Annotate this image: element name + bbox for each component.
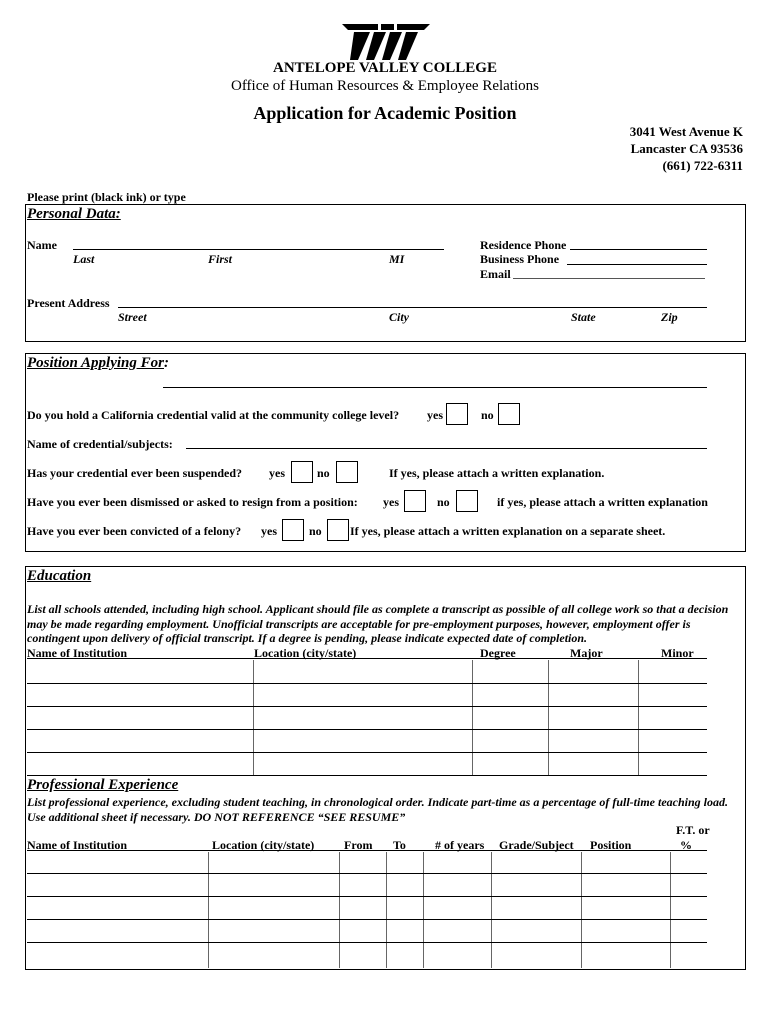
- email-label: Email: [480, 267, 511, 281]
- edu-row-line[interactable]: [27, 752, 707, 753]
- suspended-yes-label: yes: [269, 466, 285, 480]
- edu-col-divider: [253, 660, 254, 776]
- suspended-question: Has your credential ever been suspended?: [27, 466, 243, 480]
- college-address-city: Lancaster CA 93536: [630, 141, 743, 156]
- suspended-yes-checkbox[interactable]: [291, 461, 313, 483]
- present-address-label: Present Address: [27, 296, 110, 310]
- position-heading-colon: :: [163, 355, 169, 371]
- exp-col-to: To: [393, 838, 406, 852]
- credential-no-label: no: [481, 408, 494, 422]
- edu-row-line[interactable]: [27, 706, 707, 707]
- personal-data-heading: Personal Data:: [27, 206, 121, 222]
- position-section: [25, 353, 746, 552]
- edu-header-rule: [27, 658, 707, 659]
- exp-col-institution: Name of Institution: [27, 838, 128, 852]
- zip-label: Zip: [661, 310, 678, 324]
- college-logo: [340, 22, 432, 62]
- edu-row-line[interactable]: [27, 729, 707, 730]
- exp-col-from: From: [344, 838, 373, 852]
- credential-subjects-field[interactable]: [186, 448, 707, 449]
- exp-row-line[interactable]: [27, 896, 707, 897]
- exp-col-divider: [208, 852, 209, 968]
- mi-label: MI: [389, 252, 405, 266]
- name-label: Name: [27, 238, 57, 252]
- dismissed-question: Have you ever been dismissed or asked to resign from a position:: [27, 495, 358, 509]
- name-field[interactable]: [73, 249, 444, 250]
- edu-col-minor: Minor: [661, 646, 694, 660]
- exp-col-years: # of years: [435, 838, 485, 852]
- edu-col-divider: [472, 660, 473, 776]
- residence-phone-label: Residence Phone: [480, 238, 567, 252]
- first-label: First: [208, 252, 233, 266]
- felony-yes-label: yes: [261, 524, 277, 538]
- position-field[interactable]: [163, 387, 707, 388]
- credential-yes-checkbox[interactable]: [446, 403, 468, 425]
- college-phone: (661) 722-6311: [662, 158, 743, 173]
- exp-col-divider: [491, 852, 492, 968]
- business-phone-label: Business Phone: [480, 252, 560, 266]
- exp-row-line[interactable]: [27, 942, 707, 943]
- felony-note: If yes, please attach a written explanation on a separate sheet.: [350, 524, 666, 538]
- exp-col-ft-2: %: [680, 838, 692, 852]
- email-field[interactable]: [513, 278, 705, 279]
- position-heading-text: Position Applying For: [27, 355, 164, 371]
- edu-col-degree: Degree: [480, 646, 516, 660]
- education-heading: Education: [27, 568, 92, 584]
- exp-col-grade: Grade/Subject: [499, 838, 574, 852]
- present-address-field[interactable]: [118, 307, 707, 308]
- city-label: City: [389, 310, 409, 324]
- business-phone-field[interactable]: [567, 264, 707, 265]
- exp-col-position: Position: [590, 838, 632, 852]
- exp-col-divider: [670, 852, 671, 968]
- suspended-no-label: no: [317, 466, 330, 480]
- exp-row-line[interactable]: [27, 919, 707, 920]
- exp-header-rule: [27, 850, 707, 851]
- felony-no-label: no: [309, 524, 322, 538]
- experience-heading: Professional Experience: [27, 777, 179, 793]
- street-label: Street: [118, 310, 147, 324]
- form-title: Application for Academic Position: [253, 103, 517, 123]
- felony-yes-checkbox[interactable]: [282, 519, 304, 541]
- exp-col-divider: [581, 852, 582, 968]
- position-heading: [27, 355, 169, 372]
- suspended-note: If yes, please attach a written explanation.: [389, 466, 605, 480]
- exp-col-location: Location (city/state): [212, 838, 315, 852]
- suspended-no-checkbox[interactable]: [336, 461, 358, 483]
- dismissed-no-label: no: [437, 495, 450, 509]
- edu-col-location: Location (city/state): [254, 646, 357, 660]
- dismissed-yes-label: yes: [383, 495, 399, 509]
- edu-col-divider: [638, 660, 639, 776]
- exp-col-ft-1: F.T. or: [676, 823, 710, 837]
- education-instructions: List all schools attended, including high school. Applicant should file as complete a transcript as possible of all college work so that a decision may be made regarding employment. Unofficial transcripts are acceptable for pre-employment purposes, however, employment offer is contingent upon delivery of official transcript. If a degree is pending, please indicate expected date of completion.: [27, 602, 729, 645]
- dismissed-note: if yes, please attach a written explanation: [497, 495, 708, 509]
- print-note: Please print (black ink) or type: [27, 190, 186, 204]
- college-name: ANTELOPE VALLEY COLLEGE: [273, 60, 497, 76]
- exp-row-line[interactable]: [27, 873, 707, 874]
- edu-col-divider: [548, 660, 549, 776]
- exp-col-divider: [339, 852, 340, 968]
- dismissed-yes-checkbox[interactable]: [404, 490, 426, 512]
- felony-no-checkbox[interactable]: [327, 519, 349, 541]
- edu-row-line[interactable]: [27, 775, 707, 776]
- credential-question: Do you hold a California credential valid at the community college level?: [27, 408, 400, 422]
- experience-instructions: List professional experience, excluding student teaching, in chronological order. Indicate part-time as a percentage of full-time teaching load. Use additional sheet if necessary. DO NOT REFERENCE “SEE RESUME”: [27, 795, 728, 824]
- edu-row-line[interactable]: [27, 683, 707, 684]
- exp-col-divider: [386, 852, 387, 968]
- edu-col-major: Major: [570, 646, 603, 660]
- credential-no-checkbox[interactable]: [498, 403, 520, 425]
- credential-yes-label: yes: [427, 408, 443, 422]
- office-name: Office of Human Resources & Employee Relations: [231, 78, 539, 94]
- college-address-street: 3041 West Avenue K: [629, 124, 743, 139]
- residence-phone-field[interactable]: [570, 249, 707, 250]
- felony-question: Have you ever been convicted of a felony?: [27, 524, 242, 538]
- edu-col-institution: Name of Institution: [27, 646, 128, 660]
- exp-col-divider: [423, 852, 424, 968]
- state-label: State: [571, 310, 596, 324]
- credential-subjects-label: Name of credential/subjects:: [27, 437, 173, 451]
- dismissed-no-checkbox[interactable]: [456, 490, 478, 512]
- last-label: Last: [73, 252, 95, 266]
